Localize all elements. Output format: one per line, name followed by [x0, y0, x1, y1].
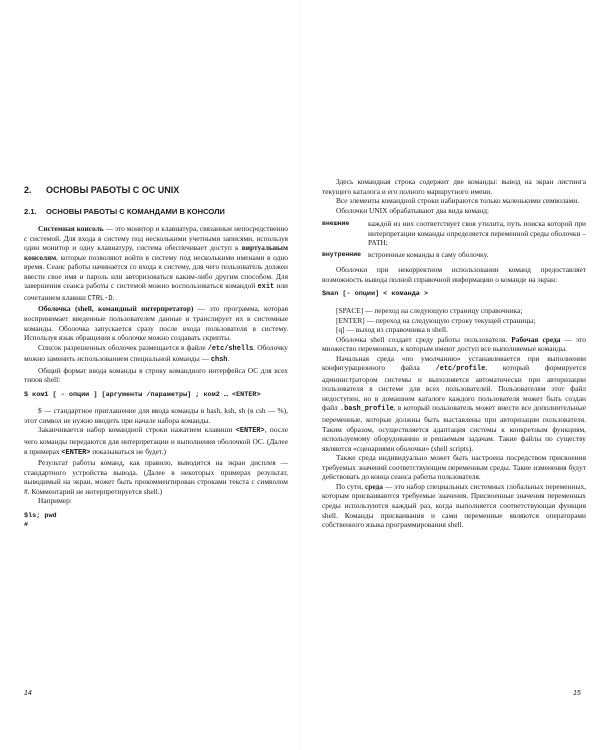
inline-file-shells: /etc/shells	[207, 344, 254, 353]
paragraph-environment-definition	[322, 482, 586, 530]
paragraph-system-console	[24, 224, 288, 304]
term-internal: внутренние	[322, 250, 362, 258]
chapter-heading	[24, 186, 288, 196]
term-virtual-consoles: виртуальным консолям	[24, 243, 288, 262]
paragraph-lowercase: Все элементы командной строки набираются только маленькими символами.	[336, 196, 580, 206]
paragraph-individual-setup: Также среда индивидуально может быть настроена посредством присвоения требуемых значений соответствующим переменным среды. Такие изменения будут действовать до конца сеанса работы пользователя.	[322, 453, 586, 482]
paragraph-man-help: Оболочки при некорректном использовании команд предоставляет возможность вывода полной справочной информацию о команде на экран:	[322, 265, 586, 284]
text-span: , который формируется администратором системы и выполняется автоматически при авторизации пользователя в системе для всех пользователей. Пользователям этот файл недоступен, но в домашнем каталоге каждого пользователя может быть создан файл	[322, 363, 586, 413]
section-number: 2.1.	[24, 206, 37, 216]
key-help-space: [SPACE] — переход на следующую страницу справочника;	[336, 306, 523, 316]
inline-keys: CTRL-D	[87, 294, 113, 303]
paragraph-prompt: $ — стандартное приглашение для ввода команды в bash, ksh, sh (в csh — %), этот символ не нужно вводить при начале набора команды.	[24, 406, 288, 425]
paragraph-shells-list	[24, 343, 288, 366]
term-shell: Оболочка (shell, командный интерпретатор)	[38, 304, 194, 314]
inline-command-chsh: chsh	[210, 356, 228, 365]
inline-command-exit: exit	[257, 283, 275, 292]
paragraph-command-format: Общий формат ввода команды в строку командного интерфейса ОС для всех типов shell:	[24, 365, 288, 385]
paragraph-two-commands: Здесь командная строка содержит две команды: вывод на экран листинга текущего каталога и его полного маршрутного имени.	[322, 177, 586, 196]
text-span: , в который пользователь может внести все дополнительные переменные, которые должны быть выставлены при авторизации пользователя. Таким образом, осуществляется адаптация системы к конкретным функциям, используемому оборудованию и решаемым задачам. Такие файлы по существу являются «сценариями оболочки» (shell scripts).	[322, 403, 586, 453]
paragraph-command-kinds: Оболочки UNIX обрабатывают два вида команд:	[336, 205, 490, 215]
inline-key-enter: <ENTER>	[235, 427, 265, 436]
text-span: Оболочка shell создает среду работы пользователя.	[336, 334, 512, 344]
text-span: , которые позволяют войти в систему под несколькими именами в одно время. Сеанс работы начинается со входа в систему, для чего пользователь должен ввести свое имя и пароль или авторизоваться каким-либо другим способом. Для завершения сеанса работы с системой можно воспользоваться командой	[24, 252, 288, 291]
code-command-format: $ ком1 [ - опции ] [аргументы /параметры] ; ком2 … <ENTER>	[24, 390, 261, 399]
list-item	[322, 219, 586, 248]
text-span: .	[112, 292, 115, 302]
term-work-environment: Рабочая среда	[511, 334, 561, 344]
text-span: — это программа, которая воспринимает введенные пользователем данные и транслирует их в системные команды. Оболочка запускается сразу после входа пользователя в систему. Используя язык обращения к оболочке можно создавать скрипты.	[24, 304, 288, 343]
text-span: — это множество переменных, к которым имеют доступ все выполняемые команды.	[322, 334, 586, 354]
right-page	[300, 0, 600, 750]
text-span: или сочетанием клавиш	[24, 281, 288, 302]
inline-file-profile: /etc/profile	[435, 365, 486, 374]
page-number-left: 14	[24, 690, 32, 697]
text-span: Заканчивается набор командной строки нажатием клавиши	[38, 425, 236, 435]
text-span: — это монитор и клавиатура, связанные непосредственно с системой. Для входа в систему под несколькими учетными записями, используя один монитор и одну клавиатуру, система обеспечивает доступ к	[24, 224, 288, 253]
paragraph-initial-environment	[322, 354, 586, 453]
text-span: — это набор специальных системных глобальных переменных, которым присваиваются требуемые значения. Присвоенные значения переменных среды используются каждый раз, когда выполняется соответствующая функция shell. Команды присваивания и сами переменные являются операторами собственного языка программирования shell.	[322, 481, 586, 530]
paragraph-enter	[24, 425, 288, 458]
code-example-ls: $ls; pwd	[24, 511, 57, 520]
term-external: внешние	[322, 220, 350, 228]
right-column	[322, 177, 586, 530]
chapter-number: 2.	[24, 185, 32, 195]
key-help-q: [q] — выход из справочника в shell.	[336, 325, 448, 335]
inline-file-bash-profile: .bash_profile	[339, 405, 394, 414]
code-example-comment: #	[24, 521, 29, 530]
text-span: показываться не будет.)	[90, 446, 166, 456]
code-man: $man [- опции] < команда >	[322, 290, 429, 299]
paragraph-output: Результат работы команд, как правило, выводится на экран дисплея — стандартного устройства вывода. (Далее в некоторых примерах результат, выводимый на экран, может быть прокомментирован строками текста с символом #. Комментарий не интерпретируется shell.)	[24, 458, 288, 496]
paragraph-shell	[24, 304, 288, 342]
text-span: Начальная среда «по умолчанию» устанавливается при выполнении конфигурационного файла	[322, 353, 586, 373]
page-number-right: 15	[573, 690, 581, 697]
term-environment: среда	[364, 481, 383, 491]
text-span: Список разрешенных оболочек размещается в файле	[38, 342, 208, 352]
paragraph-example: Например:	[38, 496, 72, 506]
def-external: каждой из них соответствует своя утилита, путь поиска которой при интерпретации команды определяется переменной среды оболочки – PATH;	[368, 219, 586, 248]
term-system-console: Системная консоль	[38, 224, 104, 234]
inline-key-enter-2: <ENTER>	[61, 448, 91, 457]
command-kinds-list	[322, 219, 586, 259]
text-span: . Оболочку можно заменить использованием специальной команды —	[24, 342, 288, 364]
paragraph-work-environment	[322, 335, 586, 354]
def-internal: встроенные команды в саму оболочку.	[368, 249, 489, 259]
text-span: .	[227, 354, 230, 364]
section-heading	[24, 207, 288, 217]
left-column	[24, 168, 288, 531]
section-title: ОСНОВЫ РАБОТЫ С КОМАНДАМИ В КОНСОЛИ	[46, 206, 225, 216]
key-help-enter: [ENTER] — переход на следующую строку текущей страницы;	[336, 315, 536, 325]
chapter-title: ОСНОВЫ РАБОТЫ С ОС UNIX	[46, 185, 180, 195]
text-span: , после чего команды передаются для интерпретации и выполнения оболочкой ОС. (Далее в примерах	[24, 425, 288, 456]
list-item	[322, 250, 586, 260]
text-span: По сути,	[336, 481, 365, 491]
